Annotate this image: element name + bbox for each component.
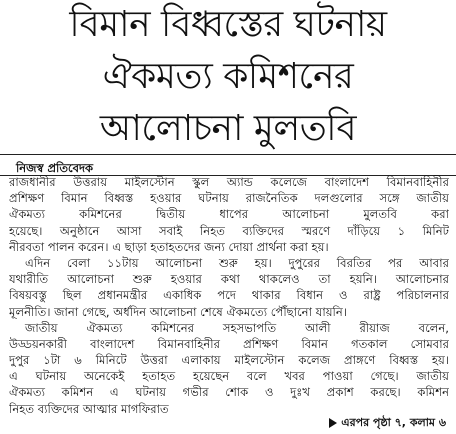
headline-line-3: আলোচনা মুলতবি [99,108,357,149]
article-body [9,174,449,417]
continuation-note [329,414,446,433]
headline-divider [0,154,456,155]
body-line: এ ঘটনায় অনেকেই হতাহত হয়েছেন বলে খবর পাওয়া গেছে। জাতীয় [9,369,449,384]
body-line: হয়েছে। অনুষ্ঠানে আসা সবাই নিহত ব্যক্তিদের স্মরণে দাঁড়িয়ে ১ মিনিট [9,223,449,238]
body-line: মূলনীতি। জানা গেছে, অর্ধদিন আলোচনা শেষে ঐকমত্যে পৌঁছানো যায়নি। [9,304,347,319]
headline-line-1: বিমান বিধ্বস্তের ঘটনায় [69,4,387,45]
body-line: বিষয়বস্তু ছিল প্রধানমন্ত্রীর একাধিক পদে থাকার বিধান ও রাষ্ট্র পরিচালনার [9,288,449,303]
continuation-text: এরপর পৃষ্ঠা ৭, কলাম ৬ [341,416,446,429]
body-line: প্রশিক্ষণ বিমান বিধ্বস্ত হওয়ার ঘটনায় রাজনৈতিক দলগুলোর সঙ্গে জাতীয় [9,191,449,206]
body-line: যথারীতি আলোচনা শুরু হওয়ার কথা থাকলেও তা হয়নি। আলোচনার [9,272,449,287]
body-line: এদিন বেলা ১১টায় আলোচনা শুরু হয়। দুপুরের বিরতির পর আবার [25,255,449,270]
body-line: রাজধানীর উত্তরায় মাইলস্টোন স্কুল অ্যান্ড কলেজে বাংলাদেশ বিমানবাহিনীর [9,175,449,189]
headline-line-2: ঐকমত্য কমিশনের [102,56,354,97]
body-line: উড্ডয়নকারী বাংলাদেশ বিমানবাহিনীর প্রশিক্ষণ বিমান গতকাল সোমবার [9,336,449,351]
body-line: নীরবতা পালন করেন। এ ছাড়া হতাহতদের জন্য দোয়া প্রার্থনা করা হয়। [9,239,329,254]
body-line: ঐকমত্য কমিশন এ ঘটনায় গভীর শোক ও দুঃখ প্রকাশ করছে। কমিশন [9,385,449,400]
body-line: নিহত ব্যক্তিদের আত্মার মাগফিরাত [9,401,169,416]
byline: নিজস্ব প্রতিবেদক [16,161,94,175]
body-line: দুপুর ১টা ৬ মিনিটে উত্তরা এলাকায় মাইলস্টোন কলেজ প্রাঙ্গণে বিধ্বস্ত হয়। [9,353,449,368]
body-line: ঐকমত্য কমিশনের দ্বিতীয় ধাপের আলোচনা মুলতবি করা [9,207,449,222]
arrow-right-icon [329,418,337,428]
body-line: জাতীয় ঐকমত্য কমিশনের সহসভাপতি আলী রীয়াজ বলেন, [25,320,449,335]
byline-block [16,157,94,175]
